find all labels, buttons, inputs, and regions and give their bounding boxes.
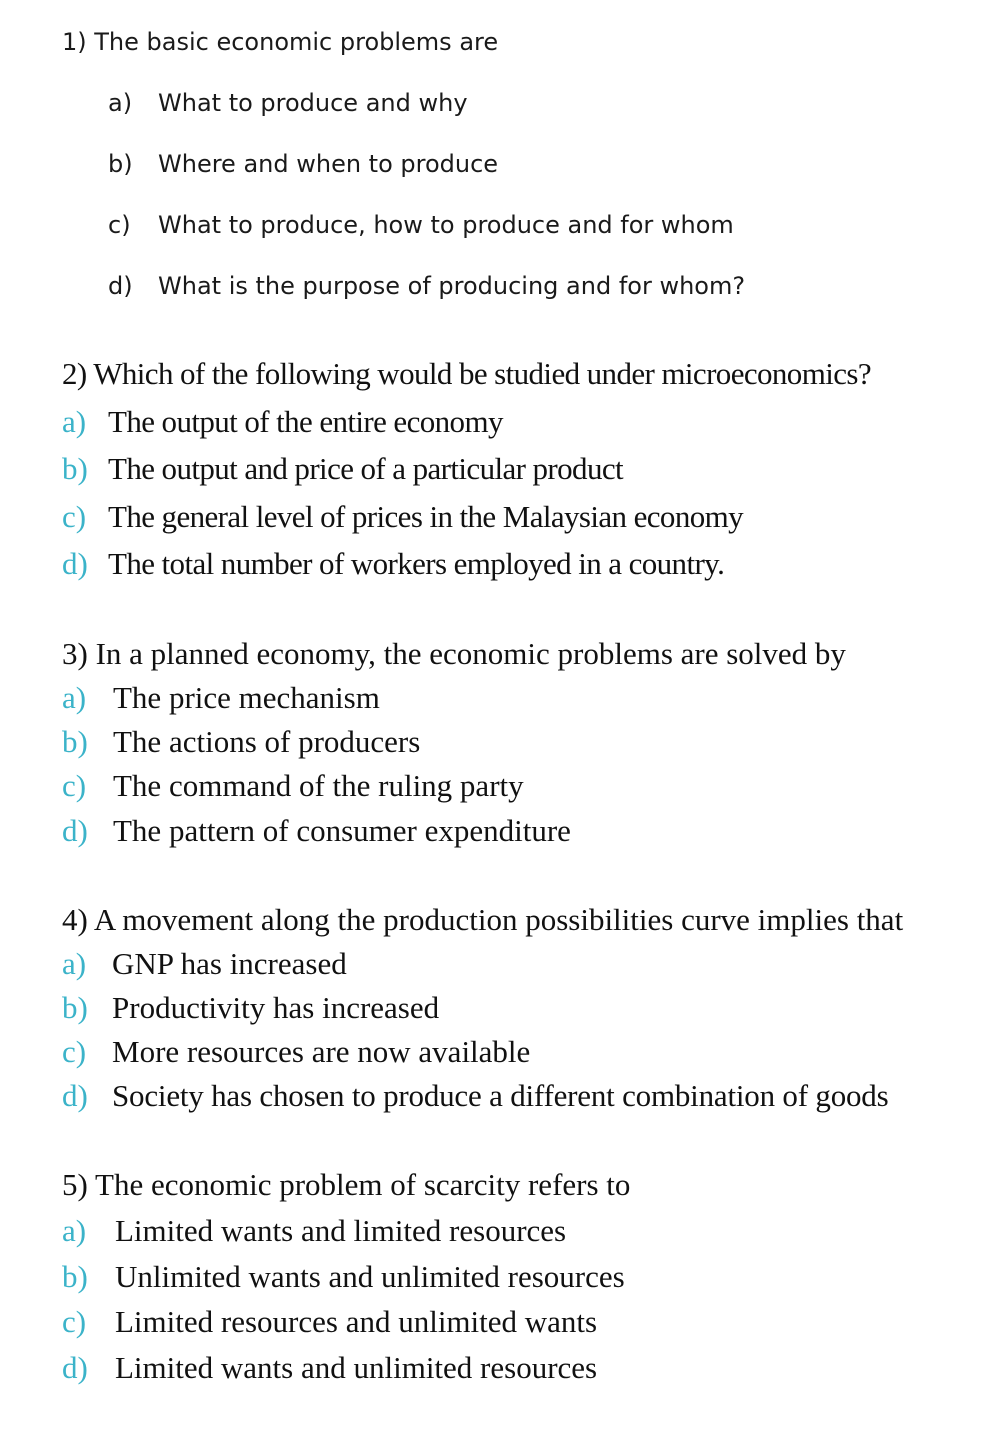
option-letter: b)	[62, 990, 88, 1025]
option-text: More resources are now available	[112, 1034, 531, 1069]
option-text: Unlimited wants and unlimited resources	[115, 1259, 625, 1294]
option-text: What to produce, how to produce and for whom	[158, 211, 734, 239]
option-text: The output and price of a particular product	[108, 451, 624, 486]
option-text: Where and when to produce	[158, 150, 499, 178]
option-letter: c)	[62, 768, 87, 803]
option-text: The total number of workers employed in a country.	[108, 546, 725, 581]
option-letter: b)	[62, 1259, 88, 1294]
option-letter: c)	[62, 499, 87, 534]
question-stem: 3) In a planned economy, the economic problems are solved by	[62, 636, 846, 671]
question-stem: 4) A movement along the production possibilities curve implies that	[62, 902, 904, 937]
option-letter: b)	[108, 150, 133, 178]
option-letter: b)	[62, 724, 88, 759]
option-text: The price mechanism	[113, 680, 380, 715]
option-letter: d)	[108, 272, 133, 300]
option-letter: d)	[62, 1078, 88, 1113]
option-text: Productivity has increased	[112, 990, 440, 1025]
option-text: The pattern of consumer expenditure	[113, 813, 571, 848]
option-letter: c)	[62, 1304, 87, 1339]
option-text: GNP has increased	[112, 946, 347, 981]
option-text: The actions of producers	[113, 724, 421, 759]
option-letter: a)	[108, 89, 133, 117]
option-letter: d)	[62, 1350, 88, 1385]
option-text: Society has chosen to produce a different combination of goods	[112, 1078, 889, 1113]
option-text: What to produce and why	[158, 89, 468, 117]
option-text: Limited wants and limited resources	[115, 1213, 567, 1248]
question-stem: 1) The basic economic problems are	[62, 28, 499, 56]
question-stem: 5) The economic problem of scarcity refers to	[62, 1167, 631, 1202]
option-letter: a)	[62, 1213, 87, 1248]
option-letter: c)	[108, 211, 131, 239]
option-letter: d)	[62, 813, 88, 848]
question-stem: 2) Which of the following would be studied under microeconomics?	[62, 356, 872, 391]
option-letter: a)	[62, 680, 87, 715]
option-letter: d)	[62, 546, 88, 581]
option-letter: b)	[62, 451, 88, 486]
option-letter: a)	[62, 404, 87, 439]
option-text: What is the purpose of producing and for whom?	[158, 272, 746, 300]
option-text: The command of the ruling party	[113, 768, 524, 803]
option-text: The output of the entire economy	[108, 404, 503, 439]
option-letter: a)	[62, 946, 87, 981]
option-text: The general level of prices in the Malaysian economy	[108, 499, 744, 534]
option-text: Limited resources and unlimited wants	[115, 1304, 598, 1339]
option-text: Limited wants and unlimited resources	[115, 1350, 598, 1385]
option-letter: c)	[62, 1034, 87, 1069]
